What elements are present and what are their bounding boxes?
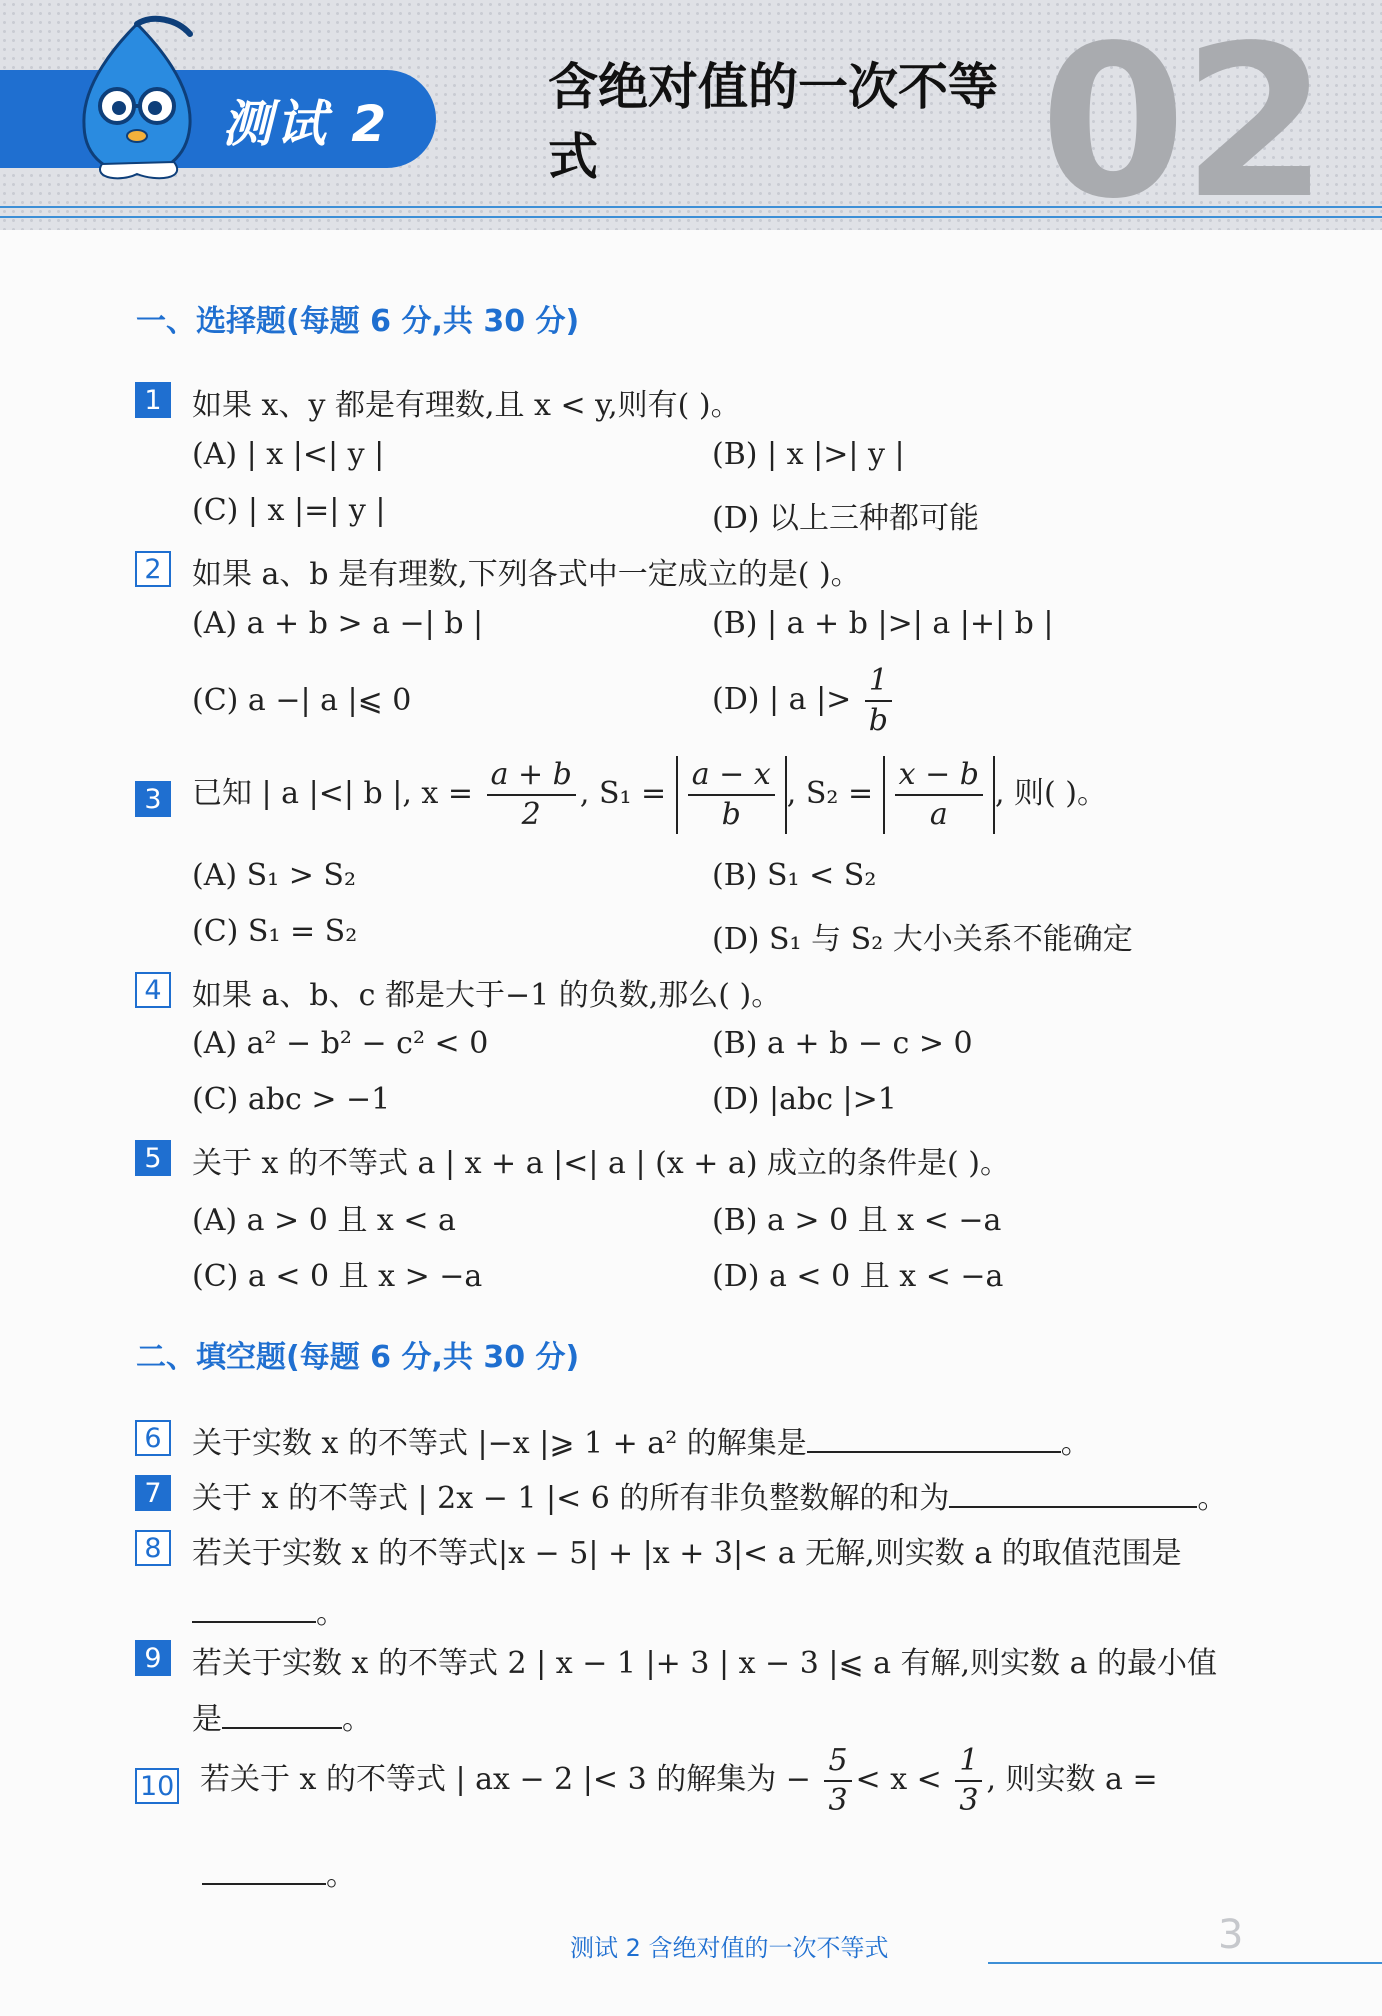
fraction-denominator: 3 bbox=[828, 1783, 848, 1818]
fraction-denominator: a bbox=[929, 797, 948, 832]
question-3-stem-prefix: 已知 | a |<| b |, x = bbox=[192, 776, 474, 811]
fraction bbox=[955, 1742, 982, 1820]
question-2-option-b: (B) | a + b |>| a |+| b | bbox=[712, 606, 1054, 641]
chapter-title: 含绝对值的一次不等式 bbox=[548, 58, 998, 186]
section-heading-multiple-choice: 一、选择题(每题 6 分,共 30 分) bbox=[136, 304, 580, 339]
question-9-line2: 是 bbox=[192, 1702, 222, 1737]
fraction-s1 bbox=[688, 756, 775, 834]
fraction-numerator: a − x bbox=[688, 756, 775, 796]
question-number-7: 7 bbox=[135, 1475, 171, 1511]
question-4-option-b: (B) a + b − c > 0 bbox=[712, 1026, 973, 1061]
question-3-option-d: (D) S₁ 与 S₂ 大小关系不能确定 bbox=[712, 922, 1133, 957]
answer-blank[interactable] bbox=[222, 1697, 342, 1729]
fraction-numerator: 5 bbox=[824, 1742, 851, 1782]
question-1-option-b: (B) | x |>| y | bbox=[712, 437, 905, 472]
question-5-stem: 关于 x 的不等式 a | x + a |<| a | (x + a) 成立的条件是( )。 bbox=[192, 1146, 1010, 1181]
question-5-option-a: (A) a > 0 且 x < a bbox=[192, 1203, 456, 1238]
question-2-stem: 如果 a、b 是有理数,下列各式中一定成立的是( )。 bbox=[192, 557, 861, 592]
question-4-stem: 如果 a、b、c 都是大于−1 的负数,那么( )。 bbox=[192, 978, 782, 1013]
question-9-stem: 若关于实数 x 的不等式 2 | x − 1 |+ 3 | x − 3 |⩽ a 有解,则实数 a 的最小值 bbox=[192, 1646, 1218, 1681]
chapter-number: 02 bbox=[1040, 0, 1325, 245]
question-7-stem: 关于 x 的不等式 | 2x − 1 |< 6 的所有非负整数解的和为 bbox=[192, 1481, 950, 1516]
question-7-end: 。 bbox=[1197, 1481, 1228, 1516]
question-3-stem-suffix: , 则( )。 bbox=[994, 776, 1108, 811]
question-8-answer-line bbox=[192, 1588, 346, 1632]
s1-label: , S₁ = bbox=[579, 776, 667, 811]
absolute-value-s1 bbox=[676, 756, 787, 834]
question-10-answer-line bbox=[202, 1850, 356, 1894]
question-number-9: 9 bbox=[135, 1640, 171, 1676]
section-heading-fill-in: 二、填空题(每题 6 分,共 30 分) bbox=[136, 1340, 580, 1375]
fraction-numerator: 1 bbox=[955, 1742, 982, 1782]
question-10-mid: < x < bbox=[855, 1762, 942, 1797]
question-6-end: 。 bbox=[1060, 1426, 1091, 1461]
question-5-option-d: (D) a < 0 且 x < −a bbox=[712, 1259, 1004, 1294]
question-number-6: 6 bbox=[135, 1420, 171, 1456]
absolute-value-s2 bbox=[883, 756, 995, 834]
question-number-10: 10 bbox=[135, 1768, 179, 1804]
s2-label: , S₂ = bbox=[786, 776, 874, 811]
question-4-option-c: (C) abc > −1 bbox=[192, 1082, 391, 1117]
question-2-option-a: (A) a + b > a −| b | bbox=[192, 606, 484, 641]
question-8-end: 。 bbox=[316, 1596, 346, 1631]
question-1-option-a: (A) | x |<| y | bbox=[192, 437, 385, 472]
question-6 bbox=[192, 1418, 1091, 1462]
question-10-stem bbox=[200, 1742, 1158, 1820]
question-number-3: 3 bbox=[135, 781, 171, 817]
question-5-option-b: (B) a > 0 且 x < −a bbox=[712, 1203, 1002, 1238]
question-1-option-c: (C) | x |=| y | bbox=[192, 493, 386, 528]
question-number-8: 8 bbox=[135, 1530, 171, 1566]
fraction bbox=[865, 662, 892, 740]
fraction-s2 bbox=[895, 756, 983, 834]
question-10-stem-suffix: , 则实数 a = bbox=[986, 1762, 1158, 1797]
question-number-4: 4 bbox=[135, 972, 171, 1008]
footer-rule bbox=[988, 1962, 1382, 1964]
question-1-stem: 如果 x、y 都是有理数,且 x < y,则有( )。 bbox=[192, 388, 741, 423]
question-2-option-d-prefix: (D) | a |> bbox=[712, 682, 852, 717]
question-9-end: 。 bbox=[342, 1702, 372, 1737]
question-number-5: 5 bbox=[135, 1140, 171, 1176]
fraction-numerator: a + b bbox=[487, 756, 576, 796]
fraction-denominator: b bbox=[721, 797, 741, 832]
question-number-2: 2 bbox=[135, 551, 171, 587]
answer-blank[interactable] bbox=[807, 1421, 1061, 1453]
fraction-denominator: b bbox=[868, 703, 889, 738]
fraction-numerator: x − b bbox=[895, 756, 983, 796]
question-3-option-b: (B) S₁ < S₂ bbox=[712, 858, 877, 893]
fraction-x bbox=[487, 756, 576, 834]
question-10-stem-prefix: 若关于 x 的不等式 | ax − 2 |< 3 的解集为 − bbox=[200, 1762, 811, 1797]
mascot-icon bbox=[62, 14, 212, 182]
answer-blank[interactable] bbox=[949, 1476, 1197, 1508]
question-2-option-d bbox=[712, 662, 896, 740]
fraction-denominator: 3 bbox=[959, 1783, 979, 1818]
question-6-stem: 关于实数 x 的不等式 |−x |⩾ 1 + a² 的解集是 bbox=[192, 1426, 807, 1461]
question-3-option-a: (A) S₁ > S₂ bbox=[192, 858, 356, 893]
question-5-option-c: (C) a < 0 且 x > −a bbox=[192, 1259, 483, 1294]
fraction-numerator: 1 bbox=[865, 662, 892, 702]
question-9-answer-line bbox=[192, 1694, 372, 1738]
question-3-stem bbox=[192, 756, 1107, 834]
question-2-option-c: (C) a −| a |⩽ 0 bbox=[192, 683, 412, 718]
question-3-option-c: (C) S₁ = S₂ bbox=[192, 914, 358, 949]
question-4-option-d: (D) |abc |>1 bbox=[712, 1082, 897, 1117]
question-number-1: 1 bbox=[135, 382, 171, 418]
answer-blank[interactable] bbox=[192, 1591, 316, 1623]
question-1-option-d: (D) 以上三种都可能 bbox=[712, 501, 979, 536]
test-tab-label: 测试 2 bbox=[222, 95, 391, 153]
question-8-stem: 若关于实数 x 的不等式|x − 5| + |x + 3|< a 无解,则实数 a 的取值范围是 bbox=[192, 1536, 1182, 1571]
answer-blank[interactable] bbox=[202, 1853, 326, 1885]
page-number: 3 bbox=[1218, 1912, 1244, 1958]
question-4-option-a: (A) a² − b² − c² < 0 bbox=[192, 1026, 489, 1061]
footer-title: 测试 2 含绝对值的一次不等式 bbox=[570, 1934, 889, 1962]
question-7 bbox=[192, 1473, 1227, 1517]
fraction-denominator: 2 bbox=[521, 797, 541, 832]
fraction bbox=[824, 1742, 851, 1820]
question-10-end: 。 bbox=[326, 1858, 356, 1893]
